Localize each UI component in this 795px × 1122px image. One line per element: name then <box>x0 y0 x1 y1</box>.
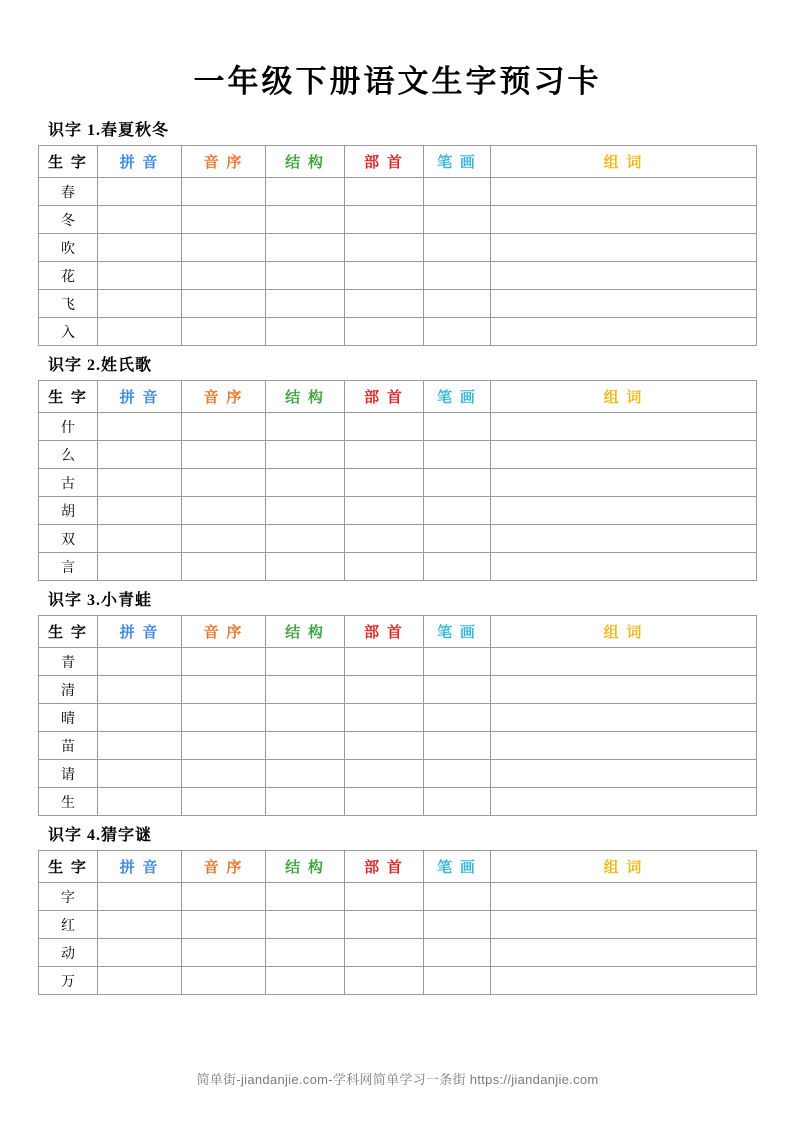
pin-yin-cell[interactable] <box>98 676 182 704</box>
table-row <box>39 760 757 788</box>
bu-shou-cell[interactable] <box>345 178 424 206</box>
pin-yin-cell[interactable] <box>98 788 182 816</box>
character-cell: 入 <box>39 318 98 346</box>
yin-xu-cell[interactable] <box>182 525 266 553</box>
bu-shou-cell[interactable] <box>345 318 424 346</box>
bi-hua-cell[interactable] <box>424 883 491 911</box>
yin-xu-cell[interactable] <box>182 441 266 469</box>
pin-yin-cell[interactable] <box>98 553 182 581</box>
bu-shou-cell[interactable] <box>345 525 424 553</box>
bu-shou-cell[interactable] <box>345 676 424 704</box>
yin-xu-cell[interactable] <box>182 788 266 816</box>
table-row <box>39 788 757 816</box>
zu-ci-cell[interactable] <box>491 469 757 497</box>
zu-ci-cell[interactable] <box>491 525 757 553</box>
column-header-zu-ci: 组 词 <box>491 616 757 648</box>
table-row <box>39 676 757 704</box>
zu-ci-cell[interactable] <box>491 939 757 967</box>
yin-xu-cell[interactable] <box>182 760 266 788</box>
section-title: 识字 1.春夏秋冬 <box>48 122 170 139</box>
bu-shou-cell[interactable] <box>345 290 424 318</box>
table-header-row <box>39 146 757 178</box>
bi-hua-cell[interactable] <box>424 441 491 469</box>
bu-shou-cell[interactable] <box>345 648 424 676</box>
column-header-bi-hua: 笔 画 <box>424 381 491 413</box>
zu-ci-cell[interactable] <box>491 760 757 788</box>
bi-hua-cell[interactable] <box>424 676 491 704</box>
jie-gou-cell[interactable] <box>266 178 345 206</box>
jie-gou-cell[interactable] <box>266 704 345 732</box>
yin-xu-cell[interactable] <box>182 648 266 676</box>
table-header-row <box>39 616 757 648</box>
table-row <box>39 206 757 234</box>
pin-yin-cell[interactable] <box>98 967 182 995</box>
table-row <box>39 883 757 911</box>
table-row <box>39 290 757 318</box>
column-header-sheng-zi: 生 字 <box>39 146 98 178</box>
yin-xu-cell[interactable] <box>182 290 266 318</box>
yin-xu-cell[interactable] <box>182 911 266 939</box>
yin-xu-cell[interactable] <box>182 469 266 497</box>
bi-hua-cell[interactable] <box>424 788 491 816</box>
jie-gou-cell[interactable] <box>266 413 345 441</box>
pin-yin-cell[interactable] <box>98 206 182 234</box>
yin-xu-cell[interactable] <box>182 497 266 525</box>
column-header-jie-gou: 结 构 <box>266 851 345 883</box>
character-cell: 春 <box>39 178 98 206</box>
table-row <box>39 497 757 525</box>
column-header-zu-ci: 组 词 <box>491 381 757 413</box>
character-cell: 苗 <box>39 732 98 760</box>
bu-shou-cell[interactable] <box>345 704 424 732</box>
column-header-jie-gou: 结 构 <box>266 146 345 178</box>
jie-gou-cell[interactable] <box>266 760 345 788</box>
zu-ci-cell[interactable] <box>491 497 757 525</box>
bi-hua-cell[interactable] <box>424 290 491 318</box>
zu-ci-cell[interactable] <box>491 676 757 704</box>
table-row <box>39 525 757 553</box>
table-row <box>39 911 757 939</box>
column-header-bu-shou: 部 首 <box>345 146 424 178</box>
table-row <box>39 732 757 760</box>
table-row <box>39 441 757 469</box>
character-cell: 清 <box>39 676 98 704</box>
character-cell: 请 <box>39 760 98 788</box>
pin-yin-cell[interactable] <box>98 732 182 760</box>
bu-shou-cell[interactable] <box>345 967 424 995</box>
column-header-sheng-zi: 生 字 <box>39 616 98 648</box>
zu-ci-cell[interactable] <box>491 262 757 290</box>
jie-gou-cell[interactable] <box>266 262 345 290</box>
table-row <box>39 648 757 676</box>
character-cell: 吹 <box>39 234 98 262</box>
column-header-bu-shou: 部 首 <box>345 381 424 413</box>
column-header-zu-ci: 组 词 <box>491 146 757 178</box>
pin-yin-cell[interactable] <box>98 413 182 441</box>
bu-shou-cell[interactable] <box>345 234 424 262</box>
yin-xu-cell[interactable] <box>182 939 266 967</box>
column-header-zu-ci: 组 词 <box>491 851 757 883</box>
pin-yin-cell[interactable] <box>98 318 182 346</box>
zu-ci-cell[interactable] <box>491 178 757 206</box>
zu-ci-cell[interactable] <box>491 234 757 262</box>
yin-xu-cell[interactable] <box>182 178 266 206</box>
jie-gou-cell[interactable] <box>266 441 345 469</box>
zu-ci-cell[interactable] <box>491 911 757 939</box>
bi-hua-cell[interactable] <box>424 553 491 581</box>
jie-gou-cell[interactable] <box>266 676 345 704</box>
jie-gou-cell[interactable] <box>266 469 345 497</box>
column-header-bi-hua: 笔 画 <box>424 616 491 648</box>
character-cell: 冬 <box>39 206 98 234</box>
section-3 <box>38 587 757 816</box>
bi-hua-cell[interactable] <box>424 178 491 206</box>
character-cell: 么 <box>39 441 98 469</box>
preview-card-table <box>38 380 757 581</box>
table-row <box>39 318 757 346</box>
yin-xu-cell[interactable] <box>182 413 266 441</box>
zu-ci-cell[interactable] <box>491 883 757 911</box>
jie-gou-cell[interactable] <box>266 788 345 816</box>
bu-shou-cell[interactable] <box>345 788 424 816</box>
jie-gou-cell[interactable] <box>266 553 345 581</box>
zu-ci-cell[interactable] <box>491 648 757 676</box>
pin-yin-cell[interactable] <box>98 648 182 676</box>
bi-hua-cell[interactable] <box>424 525 491 553</box>
bi-hua-cell[interactable] <box>424 704 491 732</box>
column-header-yin-xu: 音 序 <box>182 381 266 413</box>
table-row <box>39 469 757 497</box>
jie-gou-cell[interactable] <box>266 967 345 995</box>
table-row <box>39 262 757 290</box>
bu-shou-cell[interactable] <box>345 206 424 234</box>
pin-yin-cell[interactable] <box>98 760 182 788</box>
table-row <box>39 939 757 967</box>
section-title: 识字 3.小青蛙 <box>48 592 153 609</box>
bu-shou-cell[interactable] <box>345 553 424 581</box>
yin-xu-cell[interactable] <box>182 262 266 290</box>
jie-gou-cell[interactable] <box>266 525 345 553</box>
zu-ci-cell[interactable] <box>491 788 757 816</box>
zu-ci-cell[interactable] <box>491 290 757 318</box>
character-cell: 万 <box>39 967 98 995</box>
character-cell: 红 <box>39 911 98 939</box>
pin-yin-cell[interactable] <box>98 704 182 732</box>
character-cell: 古 <box>39 469 98 497</box>
column-header-bi-hua: 笔 画 <box>424 146 491 178</box>
yin-xu-cell[interactable] <box>182 206 266 234</box>
jie-gou-cell[interactable] <box>266 234 345 262</box>
yin-xu-cell[interactable] <box>182 704 266 732</box>
table-row <box>39 553 757 581</box>
preview-card-table <box>38 850 757 995</box>
footer-watermark: 简单街-jiandanjie.com-学科网简单学习一条街 https://jiandanjie.com <box>196 1072 599 1087</box>
zu-ci-cell[interactable] <box>491 441 757 469</box>
character-cell: 花 <box>39 262 98 290</box>
character-cell: 双 <box>39 525 98 553</box>
character-cell: 胡 <box>39 497 98 525</box>
jie-gou-cell[interactable] <box>266 883 345 911</box>
bu-shou-cell[interactable] <box>345 413 424 441</box>
pin-yin-cell[interactable] <box>98 234 182 262</box>
character-cell: 生 <box>39 788 98 816</box>
zu-ci-cell[interactable] <box>491 413 757 441</box>
yin-xu-cell[interactable] <box>182 732 266 760</box>
character-cell: 晴 <box>39 704 98 732</box>
bi-hua-cell[interactable] <box>424 318 491 346</box>
jie-gou-cell[interactable] <box>266 290 345 318</box>
bi-hua-cell[interactable] <box>424 911 491 939</box>
column-header-jie-gou: 结 构 <box>266 381 345 413</box>
bi-hua-cell[interactable] <box>424 206 491 234</box>
zu-ci-cell[interactable] <box>491 318 757 346</box>
bu-shou-cell[interactable] <box>345 732 424 760</box>
zu-ci-cell[interactable] <box>491 553 757 581</box>
section-title: 识字 2.姓氏歌 <box>48 357 153 374</box>
bi-hua-cell[interactable] <box>424 262 491 290</box>
column-header-sheng-zi: 生 字 <box>39 851 98 883</box>
column-header-yin-xu: 音 序 <box>182 616 266 648</box>
section-2 <box>38 352 757 581</box>
yin-xu-cell[interactable] <box>182 553 266 581</box>
bi-hua-cell[interactable] <box>424 732 491 760</box>
jie-gou-cell[interactable] <box>266 939 345 967</box>
pin-yin-cell[interactable] <box>98 262 182 290</box>
column-header-sheng-zi: 生 字 <box>39 381 98 413</box>
bi-hua-cell[interactable] <box>424 967 491 995</box>
table-row <box>39 704 757 732</box>
bi-hua-cell[interactable] <box>424 234 491 262</box>
character-cell: 动 <box>39 939 98 967</box>
bu-shou-cell[interactable] <box>345 883 424 911</box>
bu-shou-cell[interactable] <box>345 939 424 967</box>
yin-xu-cell[interactable] <box>182 883 266 911</box>
column-header-jie-gou: 结 构 <box>266 616 345 648</box>
pin-yin-cell[interactable] <box>98 939 182 967</box>
pin-yin-cell[interactable] <box>98 883 182 911</box>
bi-hua-cell[interactable] <box>424 497 491 525</box>
page-title: 一年级下册语文生字预习卡 <box>193 64 602 99</box>
column-header-pin-yin: 拼 音 <box>98 851 182 883</box>
yin-xu-cell[interactable] <box>182 234 266 262</box>
pin-yin-cell[interactable] <box>98 469 182 497</box>
character-cell: 青 <box>39 648 98 676</box>
bi-hua-cell[interactable] <box>424 760 491 788</box>
character-cell: 言 <box>39 553 98 581</box>
pin-yin-cell[interactable] <box>98 525 182 553</box>
bu-shou-cell[interactable] <box>345 911 424 939</box>
yin-xu-cell[interactable] <box>182 967 266 995</box>
preview-card-table <box>38 615 757 816</box>
zu-ci-cell[interactable] <box>491 967 757 995</box>
yin-xu-cell[interactable] <box>182 318 266 346</box>
zu-ci-cell[interactable] <box>491 732 757 760</box>
bi-hua-cell[interactable] <box>424 469 491 497</box>
column-header-yin-xu: 音 序 <box>182 851 266 883</box>
section-1 <box>38 117 757 346</box>
pin-yin-cell[interactable] <box>98 497 182 525</box>
column-header-bu-shou: 部 首 <box>345 616 424 648</box>
bu-shou-cell[interactable] <box>345 497 424 525</box>
yin-xu-cell[interactable] <box>182 676 266 704</box>
jie-gou-cell[interactable] <box>266 648 345 676</box>
jie-gou-cell[interactable] <box>266 318 345 346</box>
character-cell: 飞 <box>39 290 98 318</box>
zu-ci-cell[interactable] <box>491 704 757 732</box>
pin-yin-cell[interactable] <box>98 290 182 318</box>
jie-gou-cell[interactable] <box>266 732 345 760</box>
column-header-bi-hua: 笔 画 <box>424 851 491 883</box>
column-header-bu-shou: 部 首 <box>345 851 424 883</box>
table-row <box>39 413 757 441</box>
bu-shou-cell[interactable] <box>345 469 424 497</box>
bu-shou-cell[interactable] <box>345 760 424 788</box>
jie-gou-cell[interactable] <box>266 497 345 525</box>
bu-shou-cell[interactable] <box>345 262 424 290</box>
character-cell: 字 <box>39 883 98 911</box>
column-header-pin-yin: 拼 音 <box>98 146 182 178</box>
table-row <box>39 178 757 206</box>
table-row <box>39 967 757 995</box>
preview-card-table <box>38 145 757 346</box>
jie-gou-cell[interactable] <box>266 206 345 234</box>
pin-yin-cell[interactable] <box>98 911 182 939</box>
section-title: 识字 4.猜字谜 <box>48 827 153 844</box>
column-header-pin-yin: 拼 音 <box>98 381 182 413</box>
table-header-row <box>39 381 757 413</box>
pin-yin-cell[interactable] <box>98 178 182 206</box>
character-cell: 什 <box>39 413 98 441</box>
pin-yin-cell[interactable] <box>98 441 182 469</box>
table-row <box>39 234 757 262</box>
section-4 <box>38 822 757 995</box>
bi-hua-cell[interactable] <box>424 939 491 967</box>
bu-shou-cell[interactable] <box>345 441 424 469</box>
column-header-pin-yin: 拼 音 <box>98 616 182 648</box>
zu-ci-cell[interactable] <box>491 206 757 234</box>
column-header-yin-xu: 音 序 <box>182 146 266 178</box>
bi-hua-cell[interactable] <box>424 648 491 676</box>
bi-hua-cell[interactable] <box>424 413 491 441</box>
jie-gou-cell[interactable] <box>266 911 345 939</box>
table-header-row <box>39 851 757 883</box>
